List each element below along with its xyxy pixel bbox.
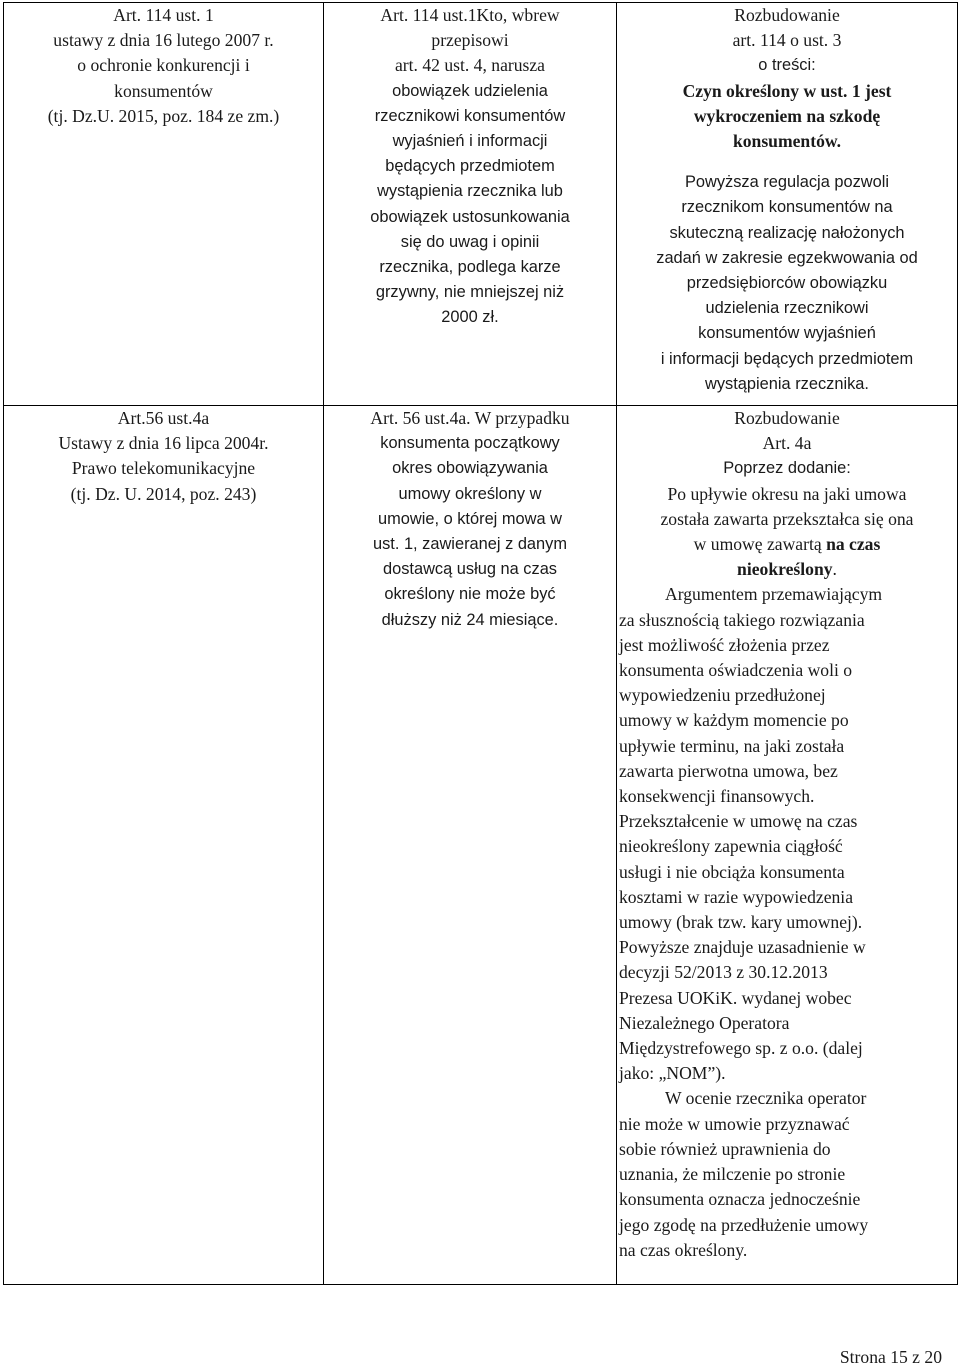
text-line: Prezesa UOKiK. wydanej wobec [619, 987, 852, 1008]
text-line: obowiązek ustosunkowania [370, 207, 570, 226]
text-line: Prawo telekomunikacyjne [71, 458, 256, 479]
text-line: umowy określony w [398, 484, 542, 503]
text-line: umowie, o której mowa w [377, 509, 562, 528]
text-segment: . [832, 559, 837, 580]
proposal-heading: Rozbudowanie [734, 408, 840, 428]
text-line: obowiązek udzielenia [392, 81, 548, 100]
text-line [619, 582, 957, 607]
text-line: Międzystrefowego sp. z o.o. (dalej [619, 1038, 863, 1059]
law-reference-cell [4, 3, 324, 406]
text-line: o treści: [758, 56, 816, 75]
text-line: Przekształcenie w umowę na czas [619, 811, 858, 832]
bold-segment: nieokreślony [737, 559, 833, 580]
table-row [4, 3, 958, 406]
text-segment: Argumentem przemawiającym [665, 584, 883, 605]
text-segment: W ocenie rzecznika operator [665, 1088, 867, 1109]
text-line: (tj. Dz. U. 2014, poz. 243) [70, 483, 257, 504]
text-line: wystąpienia rzecznika. [705, 374, 869, 393]
text-line: wyjaśnień i informacji [392, 132, 548, 151]
text-line: rzecznikowi konsumentów [374, 106, 566, 125]
text-line: konsumentów [114, 80, 213, 101]
proposed-wording: wykroczeniem na szkodę [693, 105, 881, 126]
text-line: Ustawy z dnia 16 lipca 2004r. [58, 433, 269, 454]
justification-text [617, 170, 957, 397]
text-line: się do uwag i opinii [400, 232, 540, 251]
text-line: sobie również uprawnienia do [619, 1138, 831, 1159]
proposal-text [617, 3, 957, 397]
proposal-cell [617, 3, 958, 406]
proposal-cell [617, 406, 958, 1285]
proposed-wording [617, 532, 957, 557]
text-line: decyzji 52/2013 z 30.12.2013 [619, 962, 828, 983]
text-line: przedsiębiorców obowiązku [686, 274, 888, 293]
argument-text [617, 582, 957, 1262]
text-line: zadań w zakresie egzekwowania od [656, 248, 918, 267]
current-provision-cell [324, 3, 617, 406]
law-reference-text [4, 406, 323, 507]
text-line: będących przedmiotem [385, 157, 555, 176]
text-line: wystąpienia rzecznika lub [377, 182, 563, 201]
current-provision-cell [324, 406, 617, 1285]
proposed-wording [617, 557, 957, 582]
text-line: usługi i nie obciąża konsumenta [619, 861, 845, 882]
text-line: art. 42 ust. 4, narusza [395, 55, 545, 76]
text-line: Niezależnego Operatora [619, 1012, 790, 1033]
text-line: rzecznika, podlega karze [379, 258, 561, 277]
text-line: art. 114 o ust. 3 [732, 30, 842, 51]
text-line: konsumenta oświadczenia woli o [619, 660, 853, 681]
text-line: nie może w umowie przyznawać [619, 1113, 850, 1134]
text-line: wypowiedzeniu przedłużonej [619, 685, 826, 706]
text-line: Art. 56 ust.4a. W przypadku [370, 408, 570, 428]
text-line: skuteczną realizację nałożonych [669, 223, 905, 242]
text-line: uznania, że milczenie po stronie [619, 1164, 846, 1185]
text-line: zawarta pierwotna umowa, bez [619, 760, 838, 781]
bold-segment: na czas [826, 534, 881, 555]
text-line: Art. 4a [762, 433, 812, 454]
text-line: Art. 114 ust.1Kto, wbrew [380, 5, 560, 25]
text-line: i informacji będących przedmiotem [660, 349, 914, 368]
text-line: umowy (brak tzw. kary umownej). [619, 912, 863, 933]
text-line: dostawcą usług na czas [382, 560, 558, 579]
current-provision-text [324, 406, 616, 633]
proposed-wording: konsumentów. [732, 131, 842, 152]
text-line: upływie terminu, na jaki została [619, 735, 845, 756]
text-line: Art.56 ust.4a [117, 408, 210, 428]
text-line: Art. 114 ust. 1 [113, 5, 214, 25]
text-line: jego zgodę na przedłużenie umowy [619, 1214, 869, 1235]
text-line: nieokreślony zapewnia ciągłość [619, 836, 843, 857]
text-line: Poprzez dodanie: [723, 459, 851, 478]
proposed-wording: została zawarta przekształca się ona [660, 508, 914, 529]
text-line: ustawy z dnia 16 lutego 2007 r. [53, 30, 274, 51]
text-line: konsumenta początkowy [380, 434, 560, 453]
comparison-table [3, 2, 958, 1285]
proposed-wording: Czyn określony w ust. 1 jest [682, 80, 892, 101]
text-line: jest możliwość złożenia przez [619, 634, 830, 655]
text-line: przepisowi [431, 30, 509, 51]
text-line: konsumentów wyjaśnień [698, 324, 876, 343]
text-line: za słusznością takiego rozwiązania [619, 609, 865, 630]
text-line: (tj. Dz.U. 2015, poz. 184 ze zm.) [47, 105, 280, 126]
text-line: ust. 1, zawieranej z danym [372, 535, 568, 554]
text-line: dłuższy niż 24 miesiące. [381, 610, 559, 629]
text-line: okres obowiązywania [392, 459, 548, 478]
text-line: rzecznikom konsumentów na [681, 198, 893, 217]
law-reference-cell [4, 406, 324, 1285]
text-line: na czas określony. [619, 1239, 748, 1260]
text-line [619, 1086, 957, 1111]
text-line: grzywny, nie mniejszej niż [375, 283, 565, 302]
text-line: Powyższa regulacja pozwoli [684, 173, 890, 192]
law-reference-text [4, 3, 323, 129]
text-line: o ochronie konkurencji i [77, 55, 250, 76]
proposed-wording: Po upływie okresu na jaki umowa [667, 483, 907, 504]
text-line: Powyższe znajduje uzasadnienie w [619, 937, 866, 958]
text-line: udzielenia rzecznikowi [705, 299, 869, 318]
proposal-text [617, 406, 957, 582]
text-segment: w umowę zawartą [693, 534, 827, 555]
text-line: 2000 zł. [441, 308, 499, 327]
table-row [4, 406, 958, 1285]
text-line: kosztami w razie wypowiedzenia [619, 886, 854, 907]
text-line: jako: „NOM”). [619, 1063, 726, 1084]
text-line: określony nie może być [384, 585, 556, 604]
proposal-heading: Rozbudowanie [734, 5, 840, 25]
text-line: konsumenta oznacza jednocześnie [619, 1189, 861, 1210]
current-provision-text [324, 3, 616, 331]
text-line: konsekwencji finansowych. [619, 786, 815, 807]
page-number: Strona 15 z 20 [839, 1347, 942, 1367]
text-line: umowy w każdym momencie po [619, 710, 849, 731]
